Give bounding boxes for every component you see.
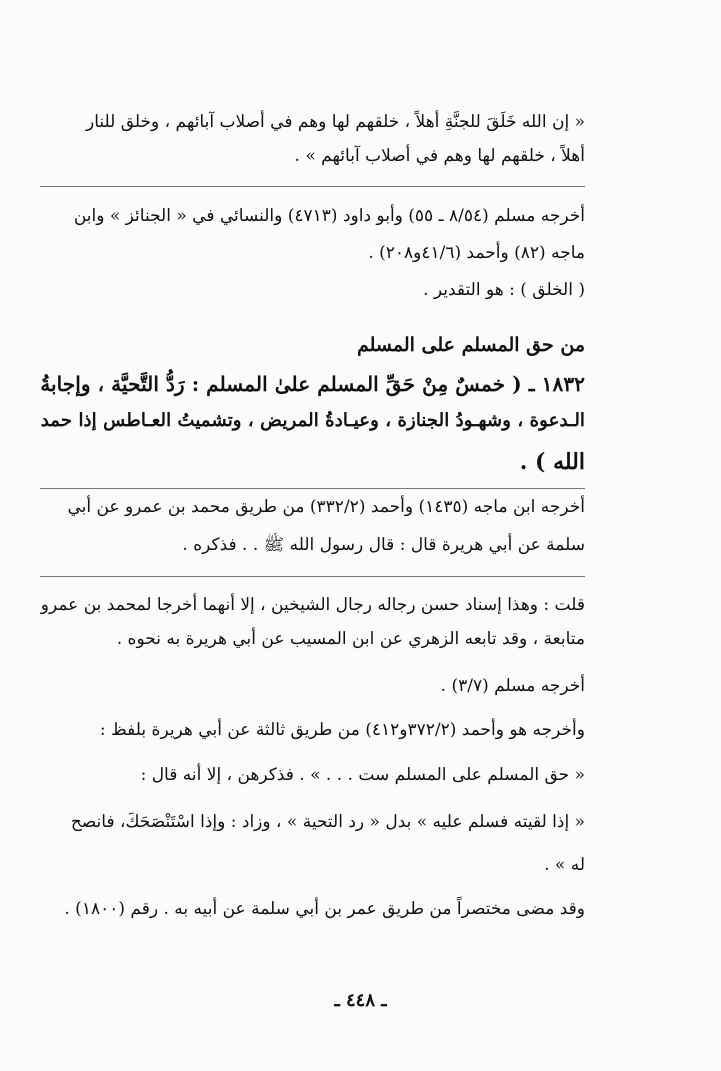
intro-line-1: « إن الله خَلَقَ للجنَّةِ أهلاً ، خلقهم لها وهم في أصلاب آبائهم ، وخلق للنار	[86, 112, 585, 132]
comment-line-1: قلت : وهذا إسناد حسن رجاله رجال الشيخين ، إلا أنهما أخرجا لمحمد بن عمرو	[40, 595, 585, 615]
comment-line-3: أخرجه مسلم (٣/٧) .	[440, 676, 585, 696]
page-number: ـ ٤٤٨ ـ	[334, 990, 387, 1011]
explanation-line: ( الخلق ) : هو التقدير .	[423, 280, 585, 300]
separator	[40, 576, 585, 577]
separator	[40, 488, 585, 489]
comment-line-5: « حق المسلم على المسلم ست . . . » . فذكرهن ، إلا أنه قال :	[140, 765, 585, 785]
intro-line-2: أهلاً ، خلقهم لها وهم في أصلاب آبائهم » .	[294, 146, 585, 166]
comment-line-8: وقد مضى مختصراً من طريق عمر بن أبي سلمة عن أبيه به . رقم (١٨٠٠) .	[64, 899, 585, 919]
comment-line-6: « إذا لقيته فسلم عليه » بدل « رد التحية » ، وزاد : وإذا اسْتَنْصَحَكَ، فانصح	[70, 812, 585, 832]
comment-line-4: وأخرجه هو وأحمد (٣٧٢/٢و٤١٢) من طريق ثالثة عن أبي هريرة بلفظ :	[99, 720, 585, 740]
takhrij-line-1: أخرجه مسلم (٨/٥٤ ـ ٥٥) وأبو داود (٤٧١٣) والنسائي في « الجنائز » وابن	[73, 206, 585, 226]
comment-line-7: له » .	[544, 855, 585, 875]
takhrij2-line-1: أخرجه ابن ماجه (١٤٣٥) وأحمد (٣٣٢/٢) من طريق محمد بن عمرو عن أبي	[67, 497, 585, 517]
separator	[40, 186, 585, 187]
takhrij-line-2: ماجه (٨٢) وأحمد (٤١/٦و٢٠٨) .	[368, 243, 585, 263]
hadith-line-2: الـدعوة ، وشهـودُ الجنازة ، وعيـادةُ المريض ، وتشميتُ العـاطس إذا حمد	[40, 410, 585, 431]
comment-line-2: متابعة ، وقد تابعه الزهري عن ابن المسيب عن أبي هريرة به نحوه .	[116, 629, 585, 649]
section-title: من حق المسلم على المسلم	[356, 334, 585, 356]
hadith-line-1: ١٨٣٢ ـ ( خمسٌ مِنْ حَقِّ المسلم علىٰ المسلم : رَدُّ التَّحيَّة ، وإجابةُ	[40, 372, 585, 396]
takhrij2-line-2: سلمة عن أبي هريرة قال : قال رسول الله ﷺ . . فذكره .	[182, 535, 585, 555]
hadith-line-3: الله ) .	[519, 449, 585, 475]
